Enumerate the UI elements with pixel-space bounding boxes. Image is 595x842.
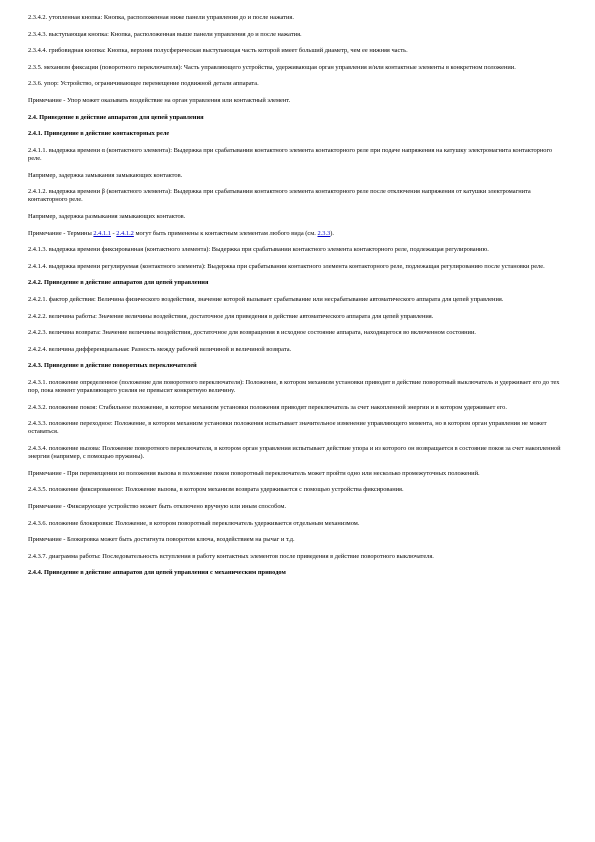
section-heading-2-4-4: 2.4.4. Приведение в действие аппаратов для цепей управления с механическим приводом <box>28 569 286 577</box>
paragraph-2-4-2-4: 2.4.2.4. величина дифференциальная: Разность между рабочей величиной и величиной возврата. <box>28 345 292 353</box>
note-stop: Примечание - Упор может оказывать воздействие на орган управления или контактный элемент. <box>28 96 291 104</box>
example-opening-delay: Например, задержка размыкания замыкающих контактов. <box>28 212 186 220</box>
example-closing-delay: Например, задержка замыкания замыкающих контактов. <box>28 171 183 179</box>
paragraph-2-3-4-4: 2.3.4.4. грибовидная кнопка: Кнопка, верхняя полусферическая выступающая часть которой имеет больший диаметр, чем ее нижняя часть. <box>28 47 408 55</box>
note-blocking: Примечание - Блокировка может быть достигнута поворотом ключа, воздействием на рычаг и т.д. <box>28 536 295 544</box>
link-2-4-1-2[interactable]: 2.4.1.2 <box>116 229 134 237</box>
paragraph-2-4-1-4: 2.4.1.4. выдержка времени регулируемая (контактного элемента): Выдержка при срабатывании контактного элемента контакторного реле, подлежащая регулированию после установки реле. <box>28 262 545 270</box>
note-text-after: ). <box>330 229 335 237</box>
paragraph-2-4-3-5: 2.4.3.5. положение фиксированное: Положение вызова, в котором механизм возврата удерживается с помощью устройства фиксирования. <box>28 486 404 494</box>
paragraph-2-4-3-1: 2.4.3.1. положение определенное (положение для поворотного переключателя): Положение, в котором механизм установки приводит в действие поворотный выключатель и удерживает его до тех пор, пока момент управляющего усилия не превысит конкретную величину. <box>28 378 560 395</box>
note-call-position: Примечание - При перемещении из положения вызова в положение покоя поворотный переключатель может пройти одно или несколько промежуточных положений. <box>28 469 480 477</box>
note-terms-reference <box>28 230 561 238</box>
paragraph-2-3-4-3: 2.3.4.3. выступающая кнопка: Кнопка, расположенная выше панели управления до и после нажатия. <box>28 30 302 38</box>
section-heading-2-4-2: 2.4.2. Приведение в действие аппаратов для цепей управления <box>28 279 209 287</box>
link-2-4-1-1[interactable]: 2.4.1.1 <box>93 229 111 237</box>
paragraph-2-3-4-2: 2.3.4.2. утопленная кнопка: Кнопка, расположенная ниже панели управления до и после нажатия. <box>28 14 294 21</box>
note-text-middle: могут быть применены к контактным элементам любого вида (см. <box>133 229 318 237</box>
paragraph-2-4-1-1: 2.4.1.1. выдержка времени α (контактного элемента): Выдержка при срабатывании контактного элемента контакторного реле при подаче напряжения на катушку электромагнита контакторного реле. <box>28 146 553 162</box>
note-text-before: Примечание - Термины <box>28 229 94 237</box>
section-heading-2-4-1: 2.4.1. Приведение в действие контакторных реле <box>28 130 170 138</box>
paragraph-2-3-6: 2.3.6. упор: Устройство, ограничивающее перемещение подвижной детали аппарата. <box>28 80 259 88</box>
paragraph-2-4-2-1: 2.4.2.1. фактор действия: Величина физического воздействия, значение которой вызывает срабатывание или несрабатывание автоматического аппарата для цепей управления. <box>28 295 504 303</box>
paragraph-2-4-3-6: 2.4.3.6. положение блокировки: Положение, в котором поворотный переключатель удерживается отдельным механизмом. <box>28 519 360 527</box>
link-2-3-3[interactable]: 2.3.3 <box>317 229 331 237</box>
paragraph-2-4-3-4: 2.4.3.4. положение вызова: Положение поворотного переключателя, в котором орган управления испытывает действие упора и из которого он возвращается в состояние покоя за счет накопленной энергии (например, с помощью пружины). <box>28 445 561 461</box>
section-heading-2-4: 2.4. Приведение в действие аппаратов для цепей управления <box>28 113 204 121</box>
paragraph-2-4-3-3: 2.4.3.3. положение переходное: Положение, в котором механизм установки положения испытывает значительное изменение управляющего момента, но в котором орган управления не может оставаться. <box>28 420 547 436</box>
paragraph-2-4-1-3: 2.4.1.3. выдержка времени фиксированная (контактного элемента): Выдержка при срабатывании контактного элемента контакторного реле, подлежащая регулированию. <box>28 246 489 254</box>
note-fixing-device: Примечание - Фиксирующее устройство может быть отключено вручную или иным способом. <box>28 503 287 511</box>
paragraph-2-4-1-2: 2.4.1.2. выдержка времени β (контактного элемента): Выдержка при срабатывании контактного элемента контакторного реле после отключения напряжения от катушки электромагнита контакторного реле. <box>28 188 531 204</box>
paragraph-2-4-2-2: 2.4.2.2. величина работы: Значение величины воздействия, достаточное для приведения в действие автоматического аппарата для цепей управления. <box>28 312 434 320</box>
section-heading-2-4-3: 2.4.3. Приведение в действие поворотных переключателей <box>28 362 197 370</box>
paragraph-2-3-5: 2.3.5. механизм фиксации (поворотного переключателя): Часть управляющего устройства, удерживающая орган управления и/или контактные элементы в конкретном положении. <box>28 63 516 71</box>
note-text-dash: - <box>110 229 117 237</box>
paragraph-2-4-2-3: 2.4.2.3. величина возврата: Значение величины воздействия, достаточное для возвращения в исходное состояние аппарата, находящегося во включенном состоянии. <box>28 329 476 337</box>
paragraph-2-4-3-2: 2.4.3.2. положение покоя: Стабильное положение, в которое механизм установки положения приводит переключатель за счет накопленной энергии и в котором удерживает его. <box>28 403 507 411</box>
paragraph-2-4-3-7: 2.4.3.7. диаграмма работы: Последовательность вступления в работу контактных элементов после приведения в действие поворотного выключателя. <box>28 552 434 560</box>
